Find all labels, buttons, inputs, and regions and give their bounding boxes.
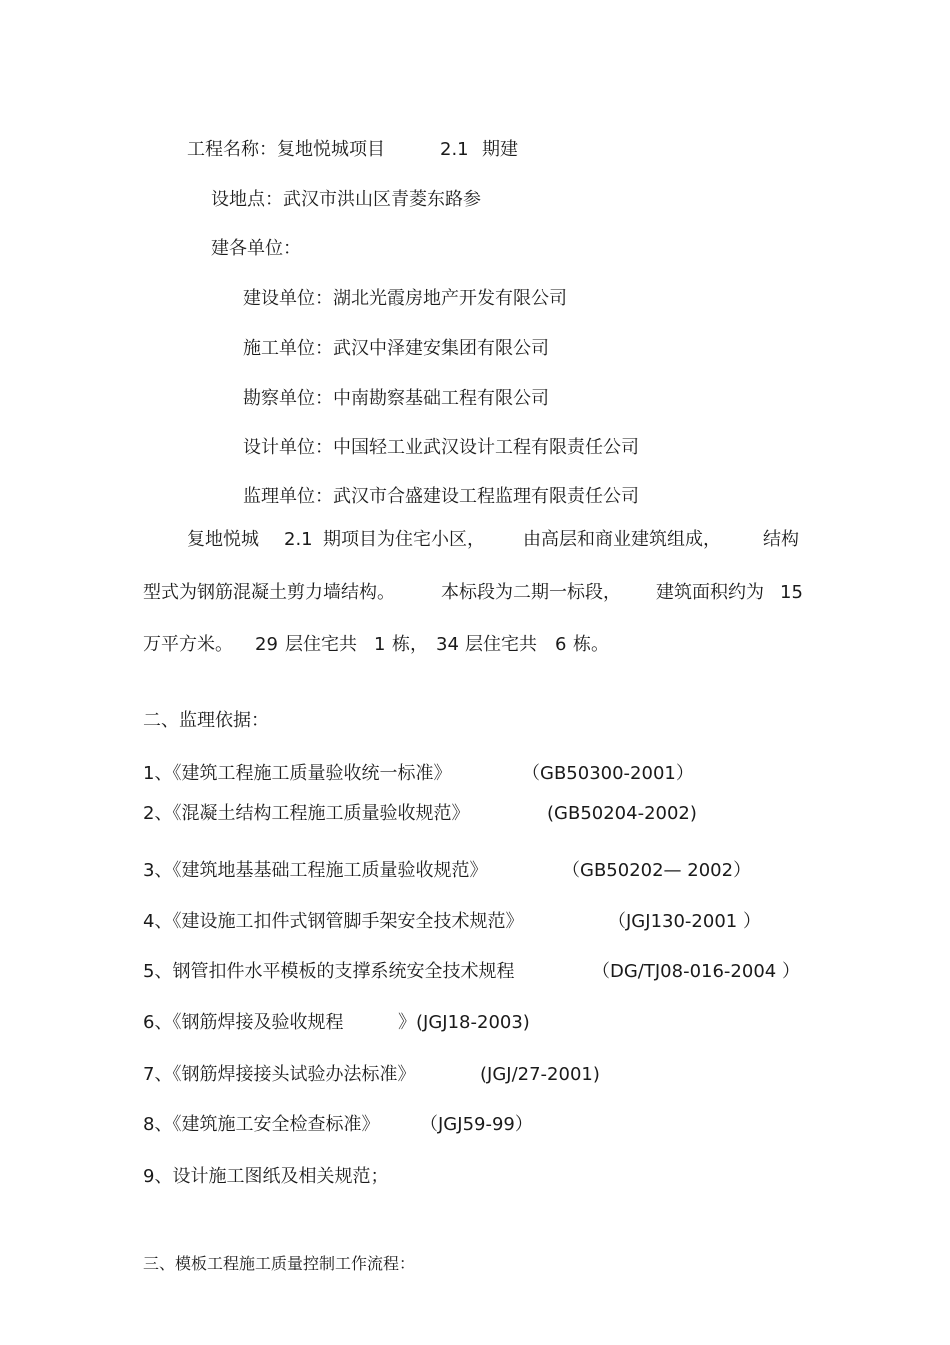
- overview-text: 栋。: [573, 634, 609, 655]
- list-item: 1、《建筑工程施工质量验收统一标准》: [143, 763, 452, 784]
- overview-text: 2.1: [284, 529, 313, 550]
- unit-constructor: 施工单位：武汉中泽建安集团有限公司: [243, 338, 549, 359]
- project-name: 工程名称：复地悦城项目: [187, 139, 385, 160]
- project-phase-text: 期建: [482, 139, 518, 160]
- overview-text: 层住宅共: [285, 634, 357, 655]
- section3-heading: 三、模板工程施工质量控制工作流程：: [143, 1254, 416, 1273]
- overview-text: 15: [780, 582, 803, 603]
- list-item: 9、设计施工图纸及相关规范；: [143, 1166, 389, 1187]
- list-item-code: 》(JGJ18-2003): [398, 1012, 530, 1033]
- overview-text: 期项目为住宅小区，: [323, 529, 485, 550]
- overview-text: 建筑面积约为: [656, 582, 764, 603]
- unit-builder: 建设单位：湖北光霞房地产开发有限公司: [243, 288, 567, 309]
- overview-text: 34: [436, 634, 459, 655]
- list-item: 3、《建筑地基基础工程施工质量验收规范》: [143, 860, 488, 881]
- overview-text: 万平方米。: [143, 634, 233, 655]
- overview-text: 型式为钢筋混凝土剪力墙结构。: [143, 582, 395, 603]
- unit-survey: 勘察单位：中南勘察基础工程有限公司: [243, 388, 549, 409]
- overview-text: 由高层和商业建筑组成，: [523, 529, 721, 550]
- list-item-code: (GB50204-2002): [547, 803, 697, 824]
- units-heading: 建各单位：: [211, 238, 301, 259]
- list-item: 8、《建筑施工安全检查标准》: [143, 1114, 380, 1135]
- project-location: 设地点：武汉市洪山区青菱东路参: [211, 189, 481, 210]
- overview-text: 结构: [763, 529, 799, 550]
- list-item-code: （GB50202— 2002）: [562, 860, 752, 881]
- list-item: 5、钢管扣件水平模板的支撑系统安全技术规程: [143, 961, 515, 982]
- list-item: 6、《钢筋焊接及验收规程: [143, 1012, 344, 1033]
- unit-design: 设计单位：中国轻工业武汉设计工程有限责任公司: [243, 437, 639, 458]
- list-item-code: （JGJ59-99）: [420, 1114, 533, 1135]
- list-item: 2、《混凝土结构工程施工质量验收规范》: [143, 803, 470, 824]
- overview-text: 栋，: [392, 634, 428, 655]
- list-item: 7、《钢筋焊接接头试验办法标准》: [143, 1064, 416, 1085]
- basis-heading: 二、监理依据：: [143, 710, 269, 731]
- project-phase-number: 2.1: [440, 139, 469, 160]
- unit-supervision: 监理单位：武汉市合盛建设工程监理有限责任公司: [243, 486, 639, 507]
- list-item-code: (JGJ/27-2001): [480, 1064, 600, 1085]
- overview-text: 层住宅共: [465, 634, 537, 655]
- list-item-code: （GB50300-2001）: [522, 763, 694, 784]
- overview-text: 本标段为二期一标段，: [441, 582, 621, 603]
- list-item-code: （JGJ130-2001 ）: [608, 911, 761, 932]
- overview-text: 1: [374, 634, 386, 655]
- overview-text: 29: [255, 634, 278, 655]
- list-item-code: （DG∕TJ08-016-2004 ）: [592, 961, 800, 982]
- list-item: 4、《建设施工扣件式钢管脚手架安全技术规范》: [143, 911, 524, 932]
- overview-text: 复地悦城: [187, 529, 259, 550]
- overview-text: 6: [555, 634, 567, 655]
